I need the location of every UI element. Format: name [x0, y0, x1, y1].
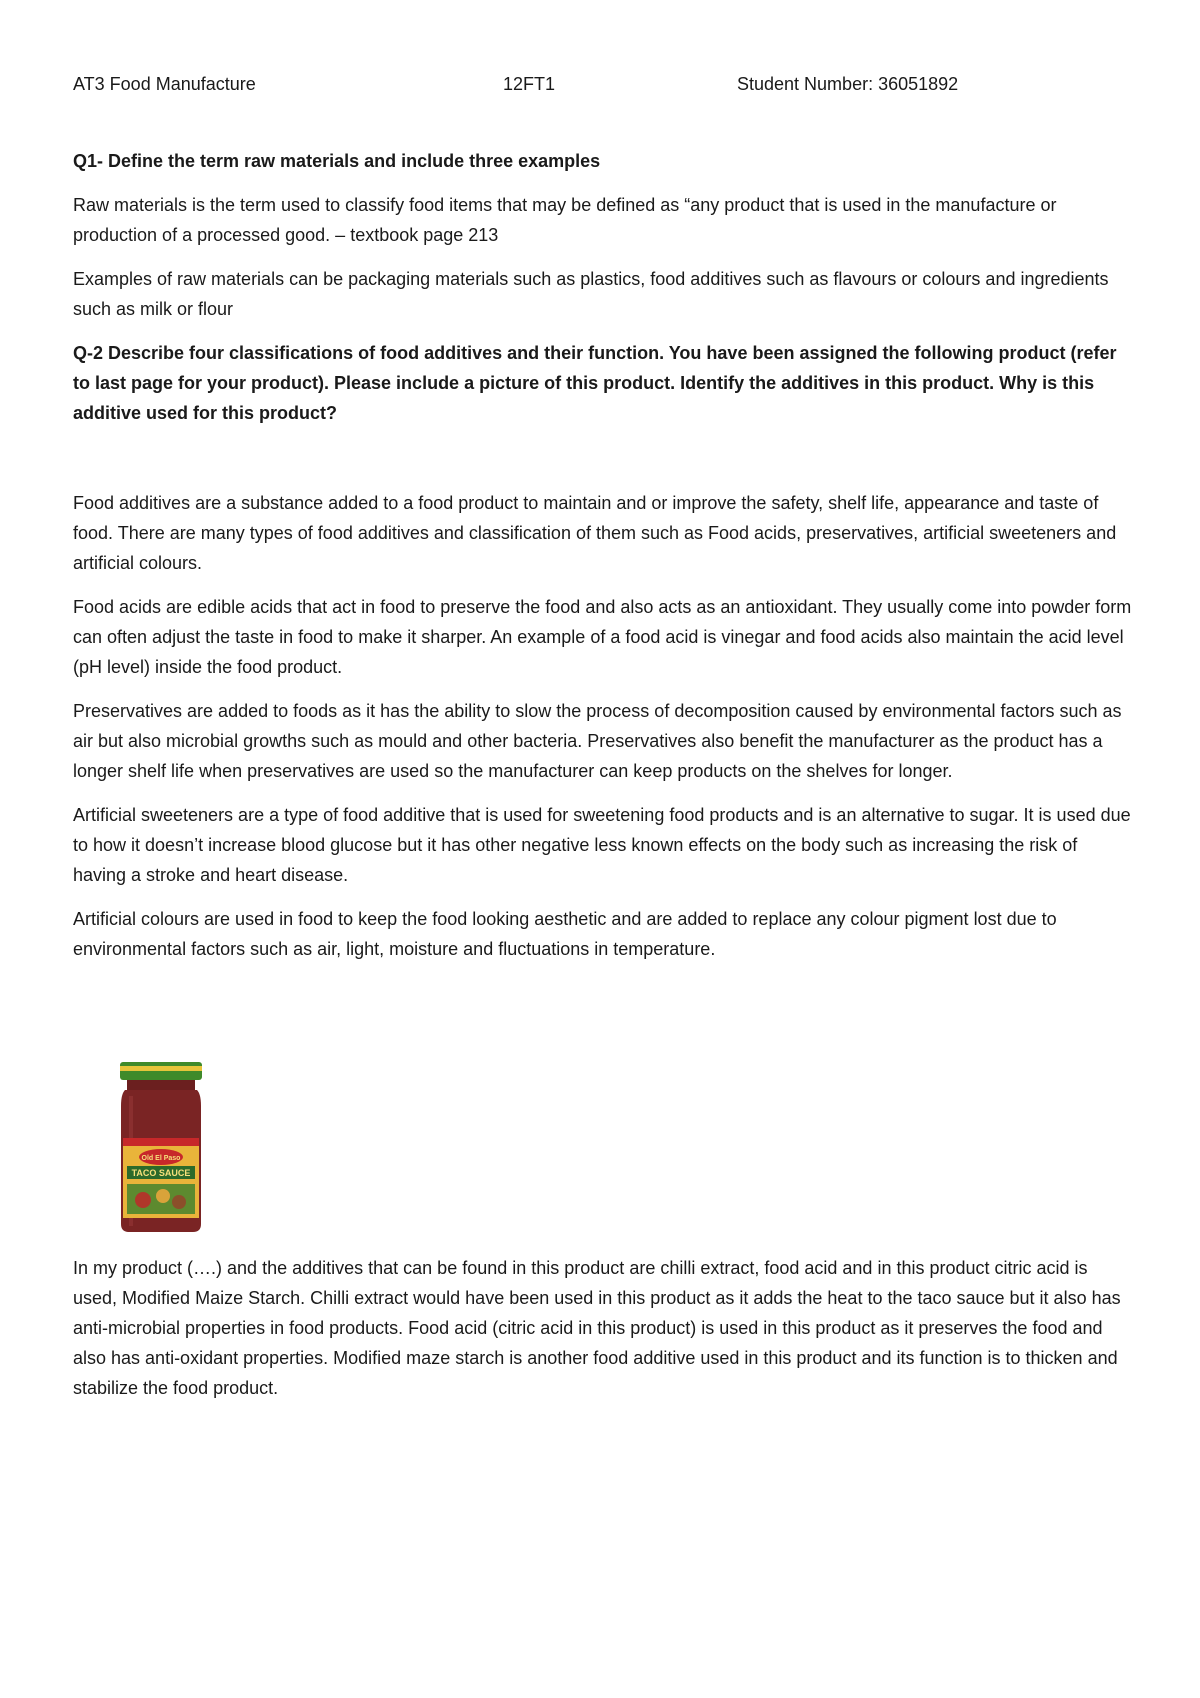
q1-answer-examples: Examples of raw materials can be packaging materials such as plastics, food additives such as flavours or colours and ingredients such as milk or flour	[73, 269, 1109, 319]
taco-sauce-jar-image	[117, 1060, 205, 1236]
document-body	[73, 146, 1133, 978]
q1-question: Q1- Define the term raw materials and include three examples	[73, 151, 601, 171]
q2-paragraph-preservatives: Preservatives are added to foods as it has the ability to slow the process of decomposition caused by environmental factors such as air but also microbial growths such as mould and other bacteria. Preservatives also benefit the manufacturer as the product has a longer shelf life when preservatives are used so the manufacturer can keep products on the shelves for longer.	[73, 701, 1122, 781]
q2-question: Q-2 Describe four classifications of food additives and their function. You have been assigned the following product (refer to last page for your product). Please include a picture of this product. Identify the additives in this product. Why is this additive used for this product?	[73, 343, 1117, 423]
q2-paragraph-colours: Artificial colours are used in food to keep the food looking aesthetic and are added to replace any colour pigment lost due to environmental factors such as air, light, moisture and fluctuations in temperature.	[73, 909, 1057, 959]
q2-product-additives-paragraph: In my product (….) and the additives that can be found in this product are chilli extract, food acid and in this product citric acid is used, Modified Maize Starch. Chilli extract would have been used in this product as it adds the heat to the taco sauce but it also has anti-microbial properties in food products. Food acid (citric acid in this product) is used in this product as it preserves the food and also has anti-oxidant properties. Modified maze starch is another food additive used in this product and its function is to thicken and stabilize the food product.	[73, 1258, 1121, 1398]
spacer	[73, 442, 1133, 488]
q1-answer-definition: Raw materials is the term used to classify food items that may be defined as “any product that is used in the manufacture or production of a processed good. – textbook page 213	[73, 195, 1057, 245]
q2-paragraph-food-acids: Food acids are edible acids that act in food to preserve the food and also acts as an antioxidant. They usually come into powder form can often adjust the taste in food to make it sharper. An example of a food acid is vinegar and food acids also maintain the acid level (pH level) inside the food product.	[73, 597, 1132, 677]
page-header	[73, 74, 1133, 98]
header-student-number: Student Number: 36051892	[737, 74, 959, 94]
q2-paragraph-sweeteners: Artificial sweeteners are a type of food additive that is used for sweetening food products and is an alternative to sugar. It is used due to how it doesn’t increase blood glucose but it has other negative less known effects on the body such as increasing the risk of having a stroke and heart disease.	[73, 805, 1131, 885]
jar-product-name: TACO SAUCE	[131, 1168, 191, 1178]
jar-brand-text: Old El Paso	[141, 1155, 181, 1162]
q2-paragraph-intro: Food additives are a substance added to a food product to maintain and or improve the safety, shelf life, appearance and taste of food. There are many types of food additives and classification of them such as Food acids, preservatives, artificial sweeteners and artificial colours.	[73, 493, 1117, 573]
header-course: AT3 Food Manufacture	[73, 74, 256, 94]
header-class: 12FT1	[503, 74, 556, 94]
